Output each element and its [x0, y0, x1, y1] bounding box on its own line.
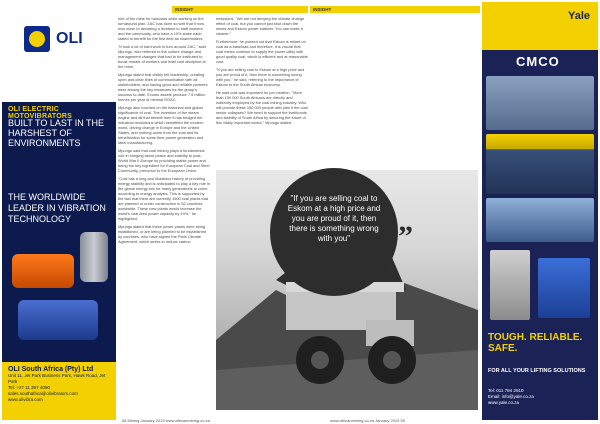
paragraph: He said coal was important for job creation. "More than 150 000 South Africans are directly and indirectly employed by the coal mining industry. Who will provide these 150 000 people with jobs if the coal sector collapses? We need to support the livelihoods and stability of South Africa by securing the future of this vitally important sector," Mpungu stated. [216, 90, 308, 125]
yale-logo-text: Yale [567, 10, 590, 22]
ad-slogan: TOUGH. RELIABLE. SAFE. [488, 332, 583, 354]
yale-advert[interactable] [482, 2, 598, 420]
grey-motovibrator-image [80, 232, 108, 282]
ad-subslogan: FOR ALL YOUR LIFTING SOLUTIONS [488, 368, 586, 374]
ad-contact-block [2, 362, 116, 420]
oli-advert[interactable] [2, 2, 116, 420]
paragraph: Furthermore, he pointed out that Eskom is reliant on coal as a baseload and therefore, it is crucial that coal mines continue to supply the power utility with good quality coal, which is efficient and at reasonable cost. [216, 39, 308, 64]
article-column-2 [216, 16, 308, 128]
oli-logo-text: OLI [56, 30, 83, 47]
ad-email[interactable]: Email: info@yale.co.za [488, 394, 534, 399]
paragraph: emissions. "We are not denying the climate change effect of coal, but you cannot just shut down the mines and Eskom power stations. You can make it cleaner." [216, 16, 305, 36]
oli-logo-area [2, 2, 116, 102]
quote-mark-icon: ” [398, 220, 413, 253]
ad-subhead: BUILT TO LAST IN THE HARSHEST OF ENVIRONMENTS [8, 118, 105, 148]
paragraph: hire of the mine for haircouts while working on the turnaround plan. ZAC has done so well that it now now close to declaring a dividend to staff workers and the community, who have a 10% stake each, stated to benefit for the first time as shareholders. [118, 16, 205, 41]
overhead-crane-image [486, 134, 594, 194]
ad-contact [488, 388, 534, 406]
section-tag-left: INSIGHT [172, 6, 308, 13]
ad-headline: OLI ELECTRIC MOTOVIBRATORS [8, 106, 73, 120]
paragraph: Mpungu said that coal mining plays a fundamental role in bringing about peace and stability to post-World War II Europe by providing stable power and being the key ingredient for European Coal and Steel Community, precursor to the European Union. [118, 148, 210, 173]
paragraph: "If you are selling coal to Eskom at a high price and you are proud of it, then there is something wrong with you," he said, referring to the importance of Eskom to the South African economy. [216, 67, 305, 87]
company-web[interactable]: www.olivibra.com [8, 397, 43, 402]
chain-hoist-image [490, 250, 530, 320]
paragraph: Mpungu stated that these power plants were being established, or are being planned to be established by countries, who have signed the Paris Climate Agreement, which seeks to reduce carbon [118, 224, 207, 244]
company-name: OLI South Africa (Pty) Ltd [8, 366, 94, 373]
page-footer-right: www.africanmining.co.za January 2019 59 [330, 418, 405, 423]
ad-tel: Tel: 011 794 2910 [488, 388, 524, 393]
company-email[interactable]: sales.southafrica@olivibrators.com [8, 391, 78, 396]
article-column-1 [118, 16, 210, 247]
section-tag-right: INSIGHT [310, 6, 480, 13]
blue-motovibrator-image [18, 300, 98, 340]
paragraph: "Coal has a long and illustrious history of providing energy stability and is anticipated to play a key role in the global energy mix for many generations to come according to energy analysts. This is supported by the fact that there are currently 1500 coal plants that are planned or under construction in 52 countries worldwide. These new plants would increase the world's coal-fired power capacity by 43%," he highlighted. [118, 176, 210, 221]
train-hoist-image [486, 198, 594, 242]
company-address: Unit 11, Jet Park Business Park, Hawk Road, Jet Park [8, 373, 106, 384]
company-tel: Tel: +27 11 397 4050 [8, 385, 50, 390]
pallet-jack-image [538, 258, 590, 318]
orange-motovibrator-image [12, 254, 74, 288]
lifting-equipment-image [486, 76, 594, 130]
page-footer-left: 58 Mining January 2019 www.africanmining.co.za [122, 418, 210, 423]
paragraph: Mpungu stated that visibly felt leadership, creating open and clear lines of communication with all stakeholders, and having good and reliable partners were among the key measures for the group's success to date. Exxaro assets produce 7.5 million tonnes per year of mineral ROAC. [118, 72, 208, 102]
pull-quote: "If you are selling coal to Eskom at a high price and you are proud of it, then there is something wrong with you" [270, 168, 398, 296]
yale-banner [482, 2, 598, 50]
paragraph: "It took a lot of hard work to turn around ZAC," said Mpungu, who referred to the culture change and management changes that had to be instituted to boost morale of workers and instil cost discipline at the mine. [118, 44, 206, 69]
oli-logo-icon [24, 26, 50, 52]
ad-tagline: THE WORLDWIDE LEADER IN VIBRATION TECHNOLOGY [8, 192, 106, 224]
cmco-logo-text: CMCO [516, 54, 560, 69]
ad-web[interactable]: www.yale.co.za [488, 400, 520, 405]
paragraph: Mpungu also touched on the historical and global significance of coal. The invention of the steam engine and all that benefit from it has bridged the industrial revolutions which benefitted the modern world, driving change in Europe and the United States, and nothing came from the coal and its beneficiation for some time power generation and steel manufacturing. [118, 105, 204, 145]
